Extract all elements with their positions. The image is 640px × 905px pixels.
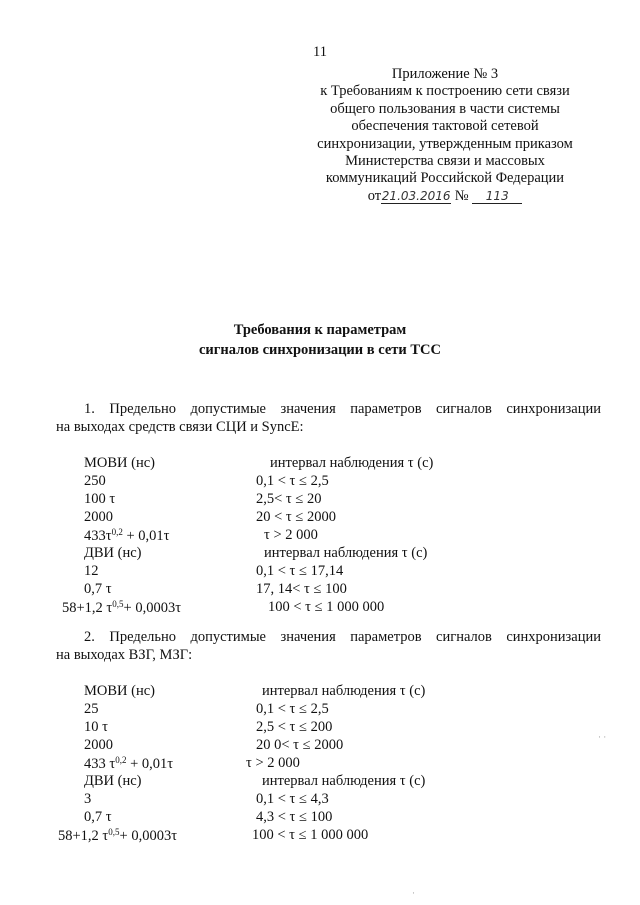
table-row [84,473,604,491]
row-value: 100 τ [84,491,116,507]
document-heading [0,320,640,360]
row-value: 2000 [84,737,113,753]
page-number: 11 [313,44,327,60]
row-range: 0,1 < τ ≤ 4,3 [256,791,329,807]
table-row [84,509,604,527]
row-range: 2,5< τ ≤ 20 [256,491,322,507]
handwritten-number: 113 [472,189,522,204]
row-range: 100 < τ ≤ 1 000 000 [268,599,385,615]
section-1-text-line-2: на выходах средств связи СЦИ и SyncE: [56,419,304,435]
row-value: ДВИ (нс) [84,545,142,561]
row-range: 20 0< τ ≤ 2000 [256,737,344,753]
row-range: 2,5 < τ ≤ 200 [256,719,333,735]
table-row [84,545,604,563]
formula-base: 58+1,2 τ [58,828,109,844]
table-row [84,719,604,737]
table-row [84,809,604,827]
row-range: 0,1 < τ ≤ 2,5 [256,473,329,489]
row-value: 0,7 τ [84,809,112,825]
appendix-line: синхронизации, утвержденным приказом [317,135,573,152]
table-row [84,737,604,755]
row-value: 250 [84,473,106,489]
formula-exponent: 0,2 [111,527,123,537]
appendix-line: обеспечения тактовой сетевой [351,118,539,135]
section-1-text-line-1: 1. Предельно допустимые значения параметров сигналов синхронизации [84,401,601,417]
formula-base: 433 τ [84,756,116,772]
row-range: интервал наблюдения τ (с) [262,773,426,789]
formula-exponent: 0,2 [115,755,127,765]
row-value [84,755,173,773]
section-2-text-line-1: 2. Предельно допустимые значения параметров сигналов синхронизации [84,629,601,645]
order-date-line [300,188,590,205]
row-value: 2000 [84,509,113,525]
row-value [84,527,169,545]
section-1-paragraph [56,400,601,436]
formula-exponent: 0,5 [108,827,120,837]
row-value: МОВИ (нс) [84,683,155,699]
row-range: интервал наблюдения τ (с) [262,683,426,699]
handwritten-date: 21.03.2016 [381,188,451,203]
table-row [84,755,604,773]
table-row [84,491,604,509]
row-value: МОВИ (нс) [84,455,155,471]
table-row [62,599,604,617]
row-value: 3 [84,791,92,807]
row-range: τ > 2 000 [246,755,300,771]
formula-tail: + 0,0003τ [123,600,182,616]
section-2-paragraph [56,628,601,664]
heading-line-1: Требования к параметрам [233,322,407,338]
table-row [84,701,604,719]
table-row [84,527,604,545]
row-range: интервал наблюдения τ (с) [264,545,428,561]
formula-base: 433τ [84,528,112,544]
row-value: ДВИ (нс) [84,773,142,789]
row-range: 4,3 < τ ≤ 100 [256,809,333,825]
row-range: 100 < τ ≤ 1 000 000 [252,827,369,843]
formula-exponent: 0,5 [112,599,124,609]
row-range: 0,1 < τ ≤ 2,5 [256,701,329,717]
table-row [84,791,604,809]
table-row [84,455,604,473]
formula-tail: + 0,01τ [122,528,170,544]
section-2-text-line-2: на выходах ВЗГ, МЗГ: [56,647,193,663]
row-range: интервал наблюдения τ (с) [270,455,434,471]
row-range: τ > 2 000 [264,527,318,543]
table-row [84,773,604,791]
appendix-line: Приложение № 3 [391,66,499,82]
appendix-line: коммуникаций Российской Федерации [325,170,565,187]
appendix-line: общего пользования в части системы [330,100,560,117]
formula-base: 58+1,2 τ [62,600,113,616]
row-value: 0,7 τ [84,581,112,597]
heading-line-2: сигналов синхронизации в сети ТСС [199,342,441,358]
scan-speck: · · [598,732,607,742]
row-value: 25 [84,701,99,717]
appendix-line: Министерства связи и массовых [345,153,545,170]
number-prefix: № [454,187,469,204]
table-row [84,683,604,701]
row-value: 10 τ [84,719,108,735]
scan-speck: · [412,888,415,898]
row-range: 17, 14< τ ≤ 100 [256,581,347,597]
table-row [84,581,604,599]
formula-tail: + 0,0003τ [119,828,178,844]
table-row [84,563,604,581]
appendix-line: к Требованиям к построению сети связи [320,83,570,100]
row-value [58,827,177,845]
date-prefix: от [367,187,382,204]
row-range: 20 < τ ≤ 2000 [256,509,336,525]
appendix-block [300,66,590,205]
row-range: 0,1 < τ ≤ 17,14 [256,563,344,579]
row-value: 12 [84,563,99,579]
formula-tail: + 0,01τ [126,756,174,772]
row-value [62,599,181,617]
